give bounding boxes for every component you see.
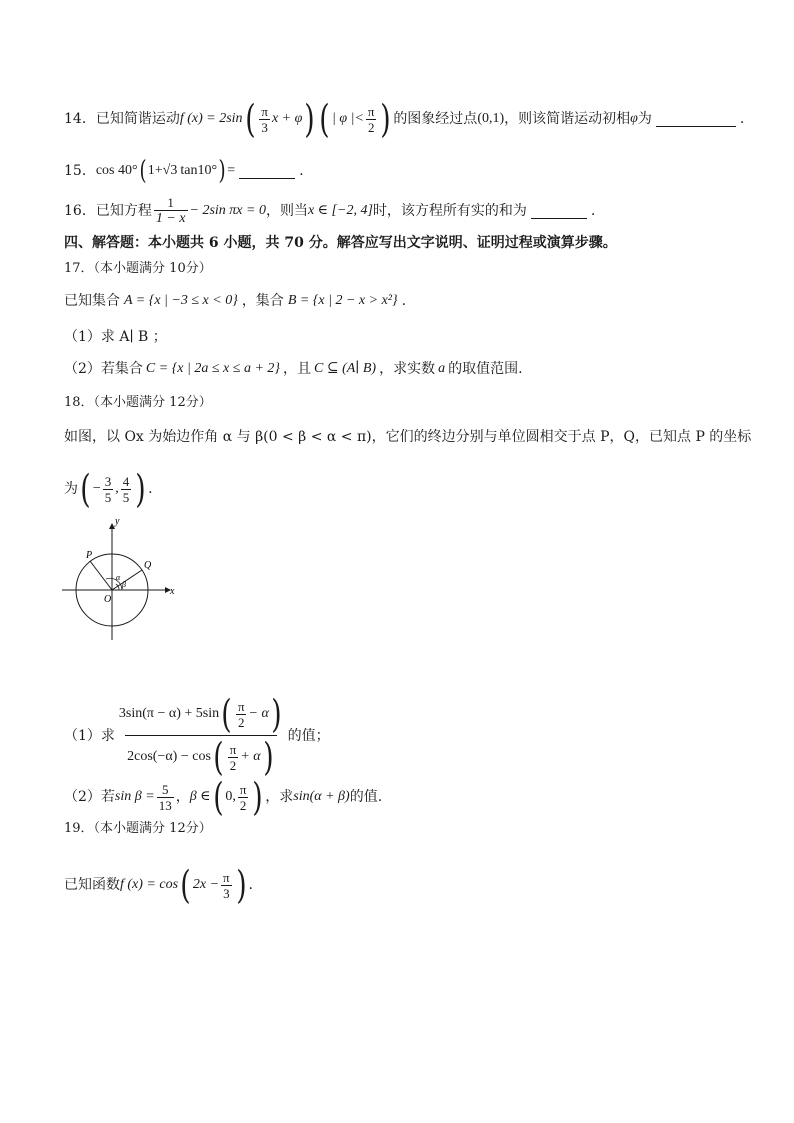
fig-label-alpha: α xyxy=(116,573,121,582)
question-16: 16． 已知方程 1 1 − x − 2sin πx = 0 ，则当 x ∈ [−2, 4] 时，该方程所有实的和为 . xyxy=(64,195,596,226)
section-4-heading: 四、解答题：本小题共 6 小题，共 70 分。解答应写出文字说明、证明过程或演算步骤。 xyxy=(64,235,617,251)
q17-part2: （2）若集合 C = {x | 2a ≤ x ≤ a + 2} ，且 C ⊆ (A∣ B) ，求实数 a 的取值范围. xyxy=(64,361,523,377)
q19-heading: 19．（本小题满分 12分） xyxy=(64,821,212,836)
q17-part1: （1）求 A∣ B ； xyxy=(64,329,167,345)
fig-label-o: O xyxy=(104,594,112,605)
q17-set-b: B = {x | 2 − x > x²} xyxy=(287,293,398,308)
q14-text-pre: 已知简谐运动 xyxy=(95,111,180,127)
q17-set-a: A = {x | −3 ≤ x < 0} xyxy=(124,293,238,308)
q15-number: 15． xyxy=(64,163,96,179)
q18-part1: （1）求 3sin(π − α) + 5sin ( π 2 − α ) 2cos(−α) − cos ( π 2 + α ) 的值； xyxy=(64,692,330,779)
q16-fraction: 1 1 − x xyxy=(155,195,186,226)
q14-text-post: 的图象经过点 xyxy=(393,111,478,127)
question-15: 15． cos 40° ( 1+ √3 tan10° ) = . xyxy=(64,156,304,186)
q18-fraction-3-5: $\frac{3}{5}$ xyxy=(104,473,112,505)
q17-set-c: C = {x | 2a ≤ x ≤ a + 2} xyxy=(145,361,280,376)
question-14: 14． 已知简谐运动 f (x) = 2sin ( π 3 x + φ ) ( | φ |< π 2 ) 的图象经过点 (0,1) ，则该简谐运动初相 φ 为 . xyxy=(64,97,745,141)
fig-label-x: x xyxy=(170,586,175,597)
q16-number: 16． xyxy=(64,203,96,219)
q14-answer-blank[interactable] xyxy=(656,112,736,127)
q14-phi: φ xyxy=(630,111,638,126)
q17-line1: 已知集合 A = {x | −3 ≤ x < 0} ，集合 B = {x | 2 − x > x²} . xyxy=(64,293,407,309)
q14-fraction-pi-2: π 2 xyxy=(367,103,375,135)
q18-part2: （2）若 sin β = $\frac{5}{13}$ ， β ∈ ( 0, π 2 ) ，求 sin(α + β) 的值. xyxy=(64,775,383,819)
q15-answer-blank[interactable] xyxy=(239,164,295,179)
q19-line1: 已知函数 f (x) = cos ( 2x − $\frac{\pi}{3}$ ) . xyxy=(64,863,253,907)
q14-number: 14． xyxy=(64,111,96,127)
q14-point: (0,1) xyxy=(477,111,505,126)
q14-func: f (x) = 2sin xyxy=(179,111,243,126)
fig-label-p: P xyxy=(86,550,93,561)
q18-heading: 18．（本小题满分 12分） xyxy=(64,395,212,410)
q16-range: x ∈ [−2, 4] xyxy=(307,203,373,218)
q18-big-fraction: 3sin(π − α) + 5sin ( π 2 − α ) 2cos(−α) − cos ( π 2 + α ) xyxy=(118,692,282,779)
q16-answer-blank[interactable] xyxy=(531,204,587,219)
q14-text-post2: ，则该简谐运动初相 xyxy=(504,111,631,127)
q14-xphi: x + φ xyxy=(271,111,303,126)
q18-line1: 如图，以 Ox 为始边作角 α 与 β(0 < β < α < π)，它们的终边分别与单位圆相交于点 P，Q，已知点 P 的坐标 xyxy=(64,429,752,445)
q17-subset: C ⊆ (A∣ B) xyxy=(314,361,377,376)
q15-sqrt3: √3 xyxy=(162,163,178,178)
q18-fraction-5-13: $\frac{5}{13}$ xyxy=(158,781,172,813)
unit-circle-figure xyxy=(60,518,180,644)
q18-line2: 为 ( − $\frac{3}{5}$ , 4 5 ) . xyxy=(64,467,153,511)
q14-condition: | φ |< xyxy=(332,111,364,126)
q17-heading: 17．（本小题满分 10分） xyxy=(64,261,212,276)
fig-label-y: y xyxy=(115,518,120,527)
fig-label-q: Q xyxy=(144,560,152,571)
q14-fraction-pi-3: π 3 xyxy=(261,103,268,135)
fig-label-beta: β xyxy=(122,580,126,589)
q15-cos: cos 40° xyxy=(95,163,138,178)
q18-fraction-4-5: 4 5 xyxy=(122,473,130,505)
q14-wei: 为 xyxy=(637,111,652,127)
terminal-side-p xyxy=(90,561,112,590)
